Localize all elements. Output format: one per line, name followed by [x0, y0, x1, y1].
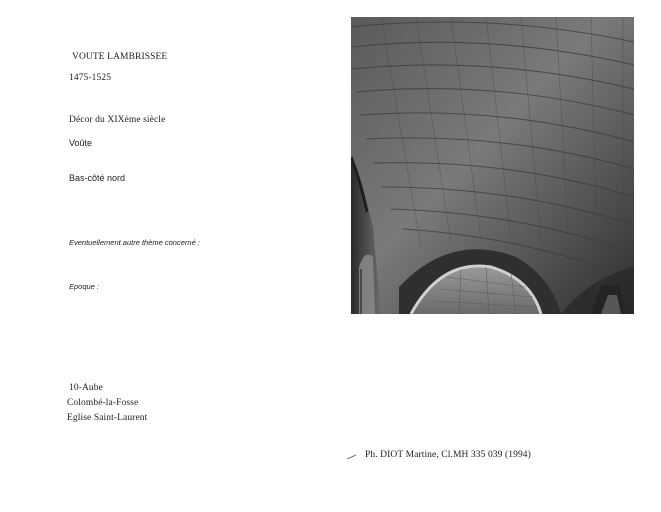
- record-location: Bas-côté nord: [69, 173, 126, 183]
- record-dates: 1475-1525: [69, 73, 112, 83]
- record-element: Voûte: [69, 138, 93, 148]
- other-theme-label: Eventuellement autre thème concerné :: [69, 238, 200, 247]
- department: 10-Aube: [69, 383, 103, 393]
- epoque-label: Epoque :: [69, 282, 100, 291]
- photo-credit: Ph. DIOT Martine, Cl.MH 335 039 (1994): [365, 450, 531, 460]
- record-decor: Décor du XIXème siècle: [69, 115, 166, 125]
- record-title: VOUTE LAMBRISSEE: [72, 52, 168, 62]
- commune: Colombé-la-Fosse: [67, 398, 139, 408]
- vault-photograph: [351, 17, 634, 314]
- credit-tick-mark: [346, 453, 358, 461]
- edifice: Eglise Saint-Laurent: [67, 413, 148, 423]
